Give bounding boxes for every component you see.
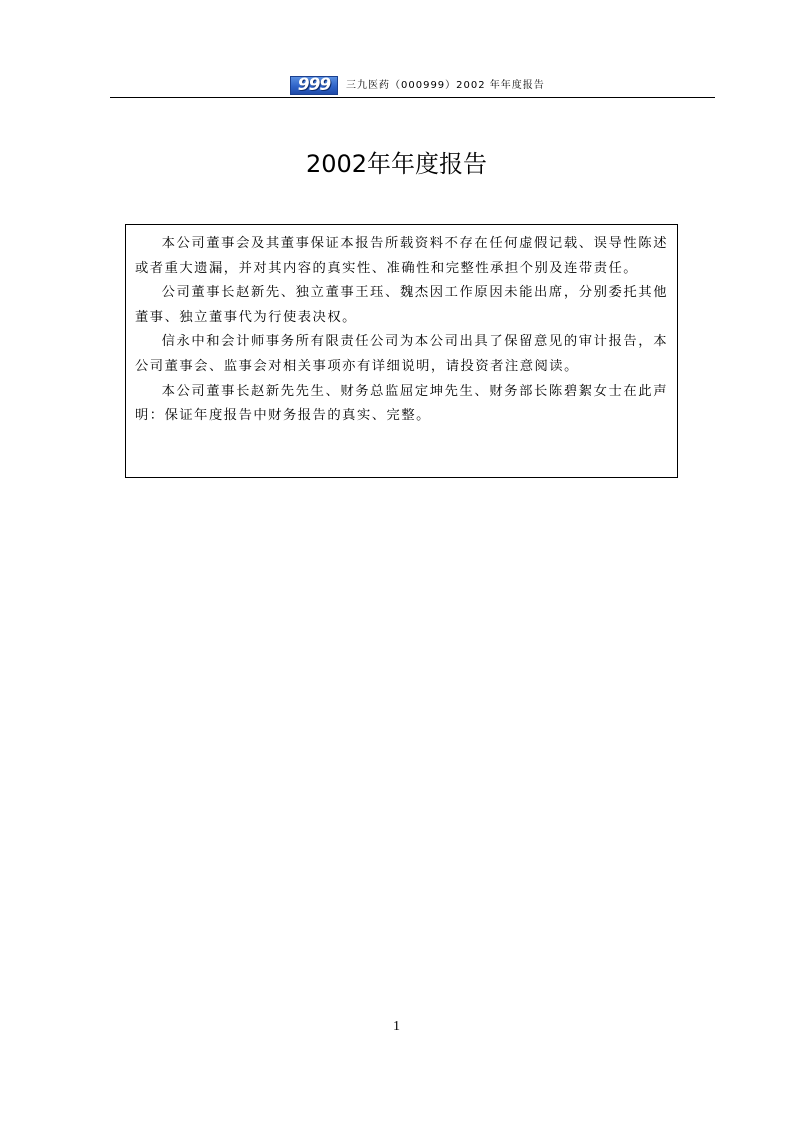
disclaimer-paragraph-4: 本公司董事长赵新先先生、财务总监屈定坤先生、财务部长陈碧絮女士在此声明：保证年度报告中财务报告的真实、完整。	[135, 383, 668, 424]
disclaimer-paragraph-1: 本公司董事会及其董事保证本报告所载资料不存在任何虚假记载、误导性陈述或者重大遗漏，并对其内容的真实性、准确性和完整性承担个别及连带责任。	[135, 236, 668, 276]
disclaimer-box	[125, 224, 678, 478]
page-number: 1	[393, 1019, 400, 1034]
disclaimer-paragraph-2: 公司董事长赵新先、独立董事王珏、魏杰因工作原因未能出席，分别委托其他董事、独立董事代为行使表决权。	[135, 285, 668, 325]
header-title: 三九医药（000999）2002 年年度报告	[346, 80, 545, 91]
document-title: 2002年年度报告	[305, 150, 488, 178]
disclaimer-paragraph-3: 信永中和会计师事务所有限责任公司为本公司出具了保留意见的审计报告，本公司董事会、监事会对相关事项亦有详细说明，请投资者注意阅读。	[135, 334, 668, 374]
company-logo	[290, 76, 338, 95]
page-header	[110, 74, 715, 98]
logo-text: 999	[297, 75, 331, 95]
